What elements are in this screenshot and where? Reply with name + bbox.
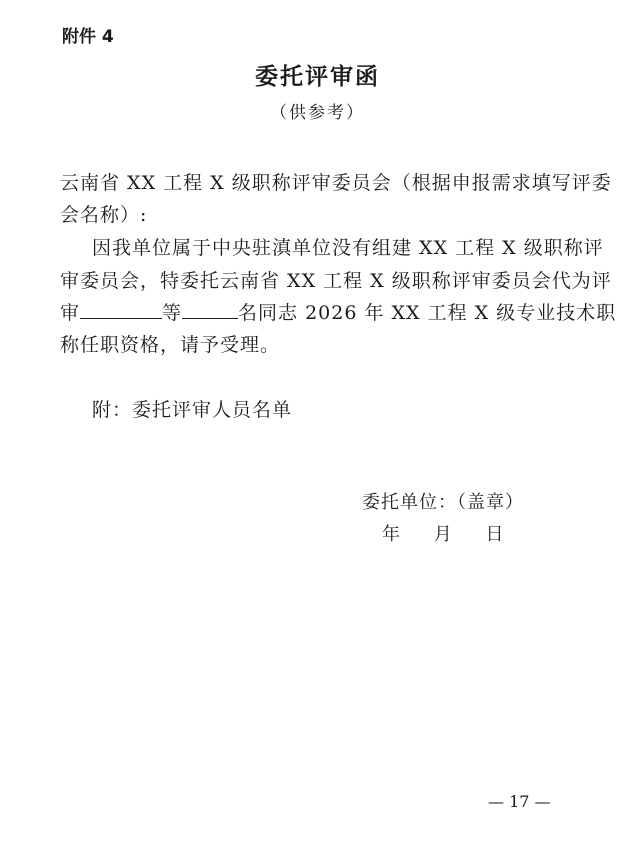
body-line-5-mid: 等 xyxy=(162,302,183,324)
annex-note: 附：委托评审人员名单 xyxy=(92,399,293,421)
page-number: — 17 — xyxy=(488,792,551,811)
body-line-5-suffix: 名同志 2026 年 XX 工程 X 级专业技术职 xyxy=(238,302,617,324)
body-line-2: 会名称）: xyxy=(60,204,148,226)
attachment-label: 附件 4 xyxy=(62,27,114,47)
body-line-5-prefix: 审 xyxy=(60,302,81,324)
blank-count-field[interactable] xyxy=(182,299,238,319)
body-line-4: 审委员会，特委托云南省 XX 工程 X 级职称评审委员会代为评 xyxy=(60,270,612,292)
body-line-3: 因我单位属于中央驻滇单位没有组建 XX 工程 X 级职称评 xyxy=(92,237,604,259)
page-subtitle: （供参考） xyxy=(270,103,365,123)
body-line-1: 云南省 XX 工程 X 级职称评审委员会（根据申报需求填写评委 xyxy=(60,172,612,194)
page-title: 委托评审函 xyxy=(255,63,380,90)
body-line-6: 称任职资格，请予受理。 xyxy=(60,334,281,356)
signature-unit: 委托单位：（盖章） xyxy=(362,492,524,513)
body-line-5 xyxy=(60,298,616,325)
signature-date: 年 月 日 xyxy=(382,524,504,545)
blank-reviewee-field[interactable] xyxy=(80,299,162,319)
